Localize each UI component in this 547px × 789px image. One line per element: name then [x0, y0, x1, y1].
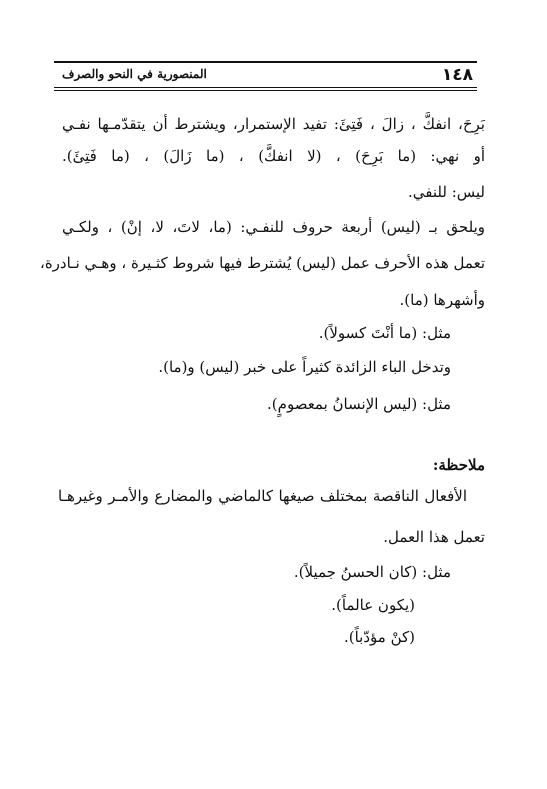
page-header — [54, 61, 477, 91]
text-line: تعمل هذه الأحرف عمل (ليس) يُشترط فيها شروط كثـيرة ، وهـي نـادرة، — [39, 254, 485, 272]
text-line: الأفعال الناقصة بمختلف صيغها كالماضي والمضارع والأمـر وغيرهـا — [58, 487, 467, 505]
text-line: تعمل هذا العمل. — [383, 528, 485, 546]
text-line: وتدخل الباء الزائدة كثيراً على خبر (ليس) و(ما). — [158, 358, 451, 376]
example-line: مثل: (كان الحسنُ جميلاً). — [293, 563, 451, 581]
example-line: (يكون عالماً). — [331, 596, 415, 614]
example-line: مثل: (ليس الإنسانُ بمعصومٍ). — [267, 395, 451, 413]
example-line: مثل: (ما أنْتَ كسولاً). — [318, 324, 451, 342]
text-line: ويلحق بـ (ليس) أربعة حروف للنفـي: (ما، لاتَ، لا، إنْ) ، ولكـي — [62, 218, 485, 236]
running-title: المنصورية في النحو والصرف — [62, 67, 207, 81]
text-line: أو نهي: (ما بَرِحَ) ، (لا انفكَّ) ، (ما زَالَ) ، (ما فَتِئَ). — [62, 147, 485, 165]
example-line: (كنْ مؤدّباً). — [343, 628, 415, 646]
text-line: بَرِحَ، انفكَّ ، زالَ ، فَتِئَ: تفيد الإستمرار، ويشترط أن يتقدّمـها نفـي — [62, 115, 485, 133]
text-line: وأشهرها (ما). — [399, 291, 485, 309]
note-heading: ملاحظة: — [432, 456, 485, 474]
text-line: ليس: للنفي. — [408, 183, 485, 201]
page-number: ١٤٨ — [441, 65, 473, 85]
